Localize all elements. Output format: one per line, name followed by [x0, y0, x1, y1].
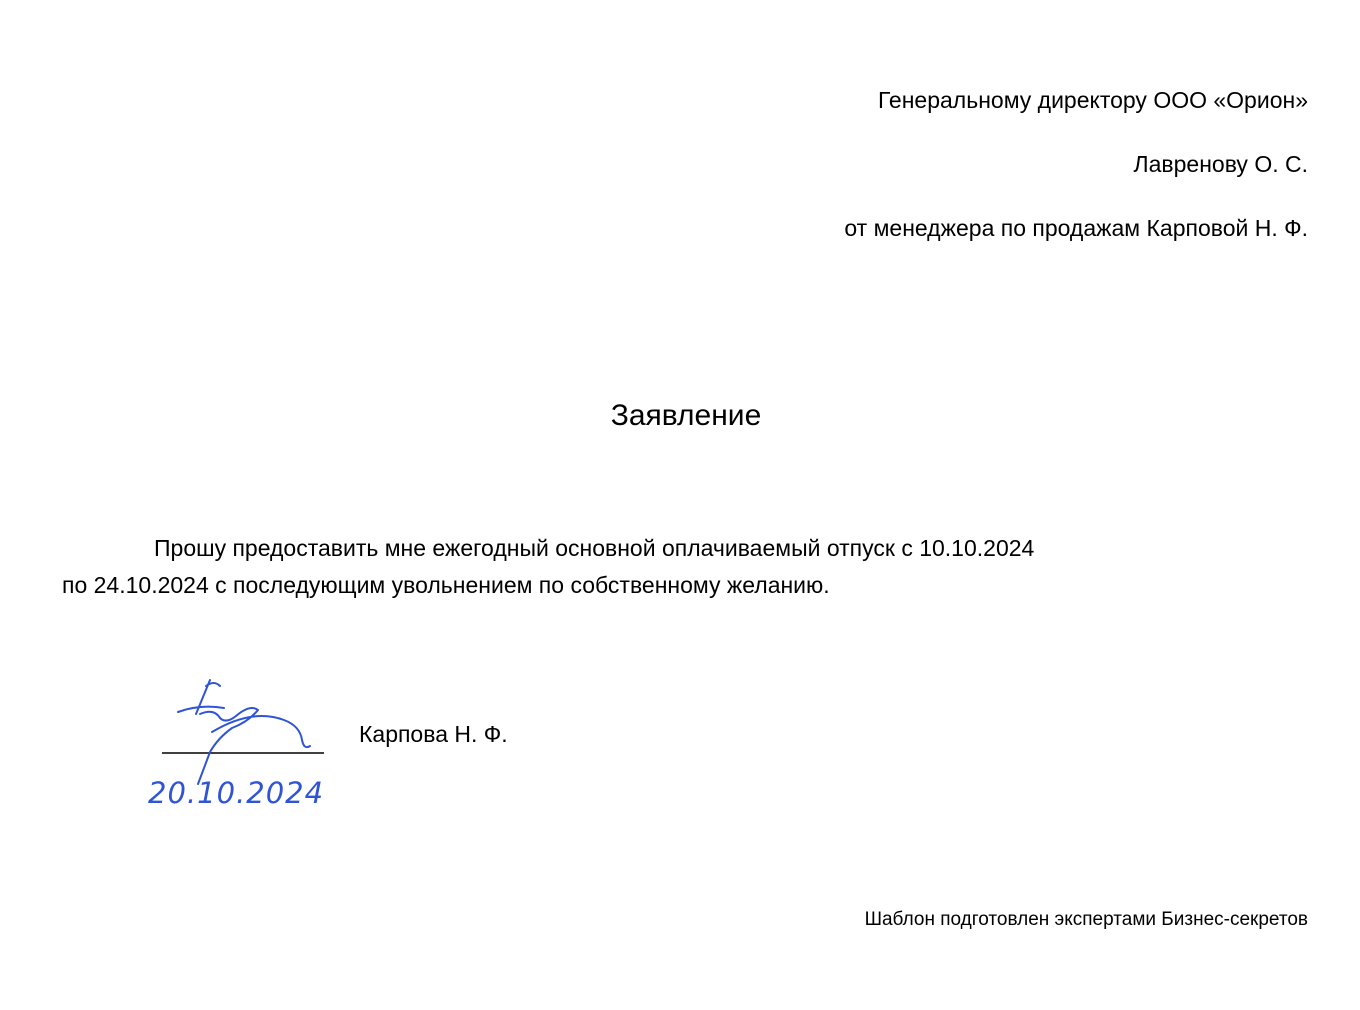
addressee-name: Лавренову О. С.: [1133, 151, 1308, 177]
template-credit: Шаблон подготовлен экспертами Бизнес-секретов: [864, 909, 1308, 930]
addressee-position: Генеральному директору ООО «Орион»: [878, 87, 1308, 113]
body-line-1: Прошу предоставить мне ежегодный основной оплачиваемый отпуск с 10.10.2024: [154, 535, 1035, 561]
handwritten-date: 20.10.2024: [148, 776, 325, 810]
document-title: Заявление: [610, 399, 762, 432]
body-line-2: по 24.10.2024 с последующим увольнением по собственному желанию.: [62, 572, 830, 598]
signature-block: [140, 668, 340, 818]
signature-ink: [178, 680, 310, 784]
sender-line: от менеджера по продажам Карповой Н. Ф.: [844, 215, 1308, 241]
application-body: [62, 530, 1262, 604]
addressee-block: [844, 84, 1308, 276]
signer-name: Карпова Н. Ф.: [359, 721, 508, 747]
